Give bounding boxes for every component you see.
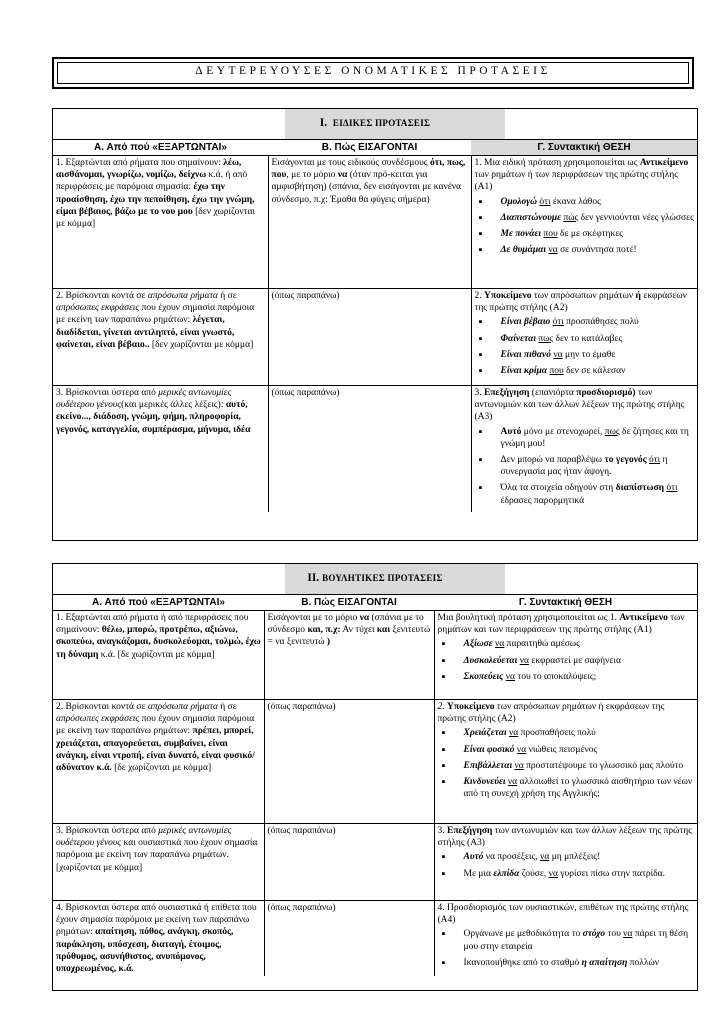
table-row: [53, 289, 697, 386]
section-title: ΙΙ. ΒΟΥΛΗΤΙΚΕΣ ΠΡΟΤΑΣΕΙΣ: [307, 572, 443, 584]
list-item: ▪ Με πονάει που δε με σκέφτηκες: [475, 228, 696, 240]
column-header: Α. Από πού «ΕΞΑΡΤΩΝΤΑΙ»: [53, 140, 268, 156]
example-list: [438, 727, 696, 800]
table-cell: 2. Βρίσκονται κοντά σε απρόσωπα ρήματα ή σε απρόσωπες εκφράσεις που έχουν σημασία παρόμοια με εκείνη των παραπάνω ρημάτων: πρέπει, μπορεί, χρειάζεται, απαγορεύεται, συμβαίνει, είναι ανάγκη, είναι ντροπή, είναι δυνατό, είναι φυσικό/ αδύνατον κ.ά. [δε χωρίζονται με κόμμα]: [53, 700, 264, 824]
list-item: ▪ Αυτό μόνο με στενοχωρεί, πως δε ζήτησες και τη γνώμη μου!: [475, 426, 696, 450]
list-item: ▪ Είναι κρίμα που δεν σε κάλεσαν: [475, 365, 696, 377]
table-cell: 2. Υποκείμενο των απρόσωπων ρημάτων ή εκφράσεων της πρώτης στήλης (Α2) ▪ Χρειάζεται να προσπαθήσεις πολύ ▪ Είναι φυσικό να νιώθεις πεισμένος ▪ Επιβάλλεται να προστατέψουμε το γλωσσικό μας πλούτο ▪ Κινδυνεύει να αλλοιωθεί το γλωσσικό αισθητήριο των νέων από τη συνεχή χρήση της Αγγλικής;: [434, 700, 697, 824]
table-cell: 1. Μια ειδική πρόταση χρησιμοποιείται ως Αντικείμενο των ρημάτων ή των περιφράσεων της πρώτης στήλης (Α1) ▪ Ομολογώ ότι έκανα λάθος ▪ Διαπιστώνουμε πώς δεν γεννιούνται νέες γλώσσες ▪ Με πονάει που δε με σκέφτηκες ▪ Δε θυμάμαι να σε συνάντησα ποτέ!: [471, 156, 697, 289]
example-list: [438, 638, 696, 683]
list-item: ▪ Είναι πιθανό να μην το έμαθε: [475, 349, 696, 361]
table-cell: 3. Βρίσκονται ύστερα από μερικές αντωνυμίες ουδέτερου γένους και ουσιαστικά που έχουν σημασία παρόμοια με εκείνη των παραπάνω ρημάτων. [χωρίζονται με κόμμα]: [53, 824, 264, 901]
table-cell: (όπως παραπάνω): [268, 386, 471, 512]
list-item: ▪ Χρειάζεται να προσπαθήσεις πολύ: [438, 727, 696, 739]
column-header: Γ. Συντακτική ΘΕΣΗ: [434, 595, 697, 611]
section-title: Ι. ΕΙΔΙΚΕΣ ΠΡΟΤΑΣΕΙΣ: [319, 117, 431, 129]
table-header-row: [53, 595, 697, 611]
list-item: ▪ Επιβάλλεται να προστατέψουμε το γλωσσικό μας πλούτο: [438, 760, 696, 772]
table-cell: 4. Βρίσκονται ύστερα από ουσιαστικά ή επίθετα που έχουν σημασία παρόμοια με εκείνη των παραπάνω ρημάτων: απαίτηση, πόθος, ανάγκη, σκοπός, παράκληση, υπόσχεση, διαταγή, έτοιμος, πρόθυμος, ασυνήθιστος, ανυπόμονος, υποχρεωμένος, κ.ά.: [53, 901, 264, 977]
column-header: Β. Πώς ΕΙΣΑΓΟΝΤΑΙ: [264, 595, 434, 611]
column-header: Α. Από πού «ΕΞΑΡΤΩΝΤΑΙ»: [53, 595, 264, 611]
list-item: ▪ Με μια ελπίδα ζούσε, να γυρίσει πίσω στην πατρίδα.: [438, 868, 696, 880]
list-item: ▪ Είναι φυσικό να νιώθεις πεισμένος: [438, 744, 696, 756]
example-list: [438, 928, 696, 969]
table-cell: Μια βουλητική πρόταση χρησιμοποιείται ως 1. Αντικείμενο των ρημάτων και των περιφράσεων της πρώτης στήλης (Α1) ▪ Αξίωσε να παραιτηθώ αμέσως ▪ Δυσκολεύεται να εκφραστεί με σαφήνεια ▪ Σκοπεύεις να του το αποκαλύψεις;: [434, 611, 697, 700]
section-volitional-clauses: [52, 563, 698, 991]
list-item: ▪ Ομολογώ ότι έκανα λάθος: [475, 196, 696, 208]
table-cell: 3. Επεξήγηση των αντωνυμιών και των άλλων λέξεων της πρώτης στήλης (Α3) ▪ Αυτό να προσέξεις, να μη μπλέξεις! ▪ Με μια ελπίδα ζούσε, να γυρίσει πίσω στην πατρίδα.: [434, 824, 697, 901]
table-cell: Εισάγονται με το μόριο να (σπάνια με το σύνδεσμο και, π.χ: Αν τύχει και ξενιτευτώ = να ξενιτευτώ ): [264, 611, 434, 700]
document-title-box: [52, 57, 694, 89]
list-item: ▪ Οργάνωνε με μεθοδικότητα το στόχο του να πάρει τη θέση μου στην εταιρεία: [438, 928, 696, 952]
list-item: ▪ Είναι βέβαιο ότι προσπάθησες πολύ: [475, 316, 696, 328]
section-header: [53, 109, 697, 140]
column-header: Β. Πώς ΕΙΣΑΓΟΝΤΑΙ: [268, 140, 471, 156]
table-cell: 1. Εξαρτώνται από ρήματα που σημαίνουν: λέω, αισθάνομαι, γνωρίζω, νομίζω, δείχνω κ.ά. ή από περιφράσεις με παρόμοια σημασία: έχω την προαίσθηση, έχω την πεποίθηση, έχω την γνώμη, είμαι βέβαιος, βάζω με το νου μου [δεν χωρίζονται με κόμμα]: [53, 156, 268, 289]
list-item: ▪ Κινδυνεύει να αλλοιωθεί το γλωσσικό αισθητήριο των νέων από τη συνεχή χρήση της Αγγλικής;: [438, 776, 696, 800]
list-item: ▪ Διαπιστώνουμε πώς δεν γεννιούνται νέες γλώσσες: [475, 212, 696, 224]
table-row: [53, 156, 697, 289]
table-cell: (όπως παραπάνω): [264, 901, 434, 977]
list-item: ▪ Δεν μπορώ να παραβλέψω το γεγονός ότι η συνεργασία μας ήταν άψογη.: [475, 454, 696, 478]
table-cell: 3. Βρίσκονται ύστερα από μερικές αντωνυμίες ουδέτερου γένους(και μερικές άλλες λέξεις): αυτό, εκείνο..., διάδοση, γνώμη, φήμη, πληροφορία, γεγονός, καταγγελία, συμπέρασμα, μήνυμα, ιδέα: [53, 386, 268, 512]
table-cell: (όπως παραπάνω): [264, 824, 434, 901]
table-header-row: [53, 140, 697, 156]
table-row: [53, 824, 697, 901]
special-clauses-table: [53, 140, 697, 512]
document-title: ΔΕΥΤΕΡΕΥΟΥΣΕΣ ΟΝΟΜΑΤΙΚΕΣ ΠΡΟΤΑΣΕΙΣ: [195, 65, 551, 77]
list-item: ▪ Όλα τα στοιχεία οδηγούν στη διαπίστωση ότι έδρασες παρορμητικά: [475, 482, 696, 506]
example-list: [475, 316, 696, 377]
table-cell: 1. Εξαρτώνται από ρήματα ή από περιφράσεις που σημαίνουν: θέλω, μπορώ, προτρέπω, αξιώνω, σκοπεύω, αναγκάζομαι, δυσκολεύομαι, τολμώ, έχω τη δύναμη κ.ά. [δε χωρίζονται με κόμμα]: [53, 611, 264, 700]
example-list: [475, 426, 696, 507]
section-special-clauses: [52, 108, 698, 541]
list-item: ▪ Αξίωσε να παραιτηθώ αμέσως: [438, 638, 696, 650]
volitional-clauses-table: [53, 595, 697, 976]
list-item: ▪ Ικανοποιήθηκε από το σταθμό η απαίτηση πολλών: [438, 957, 696, 969]
example-list: [475, 196, 696, 257]
example-list: [438, 851, 696, 879]
table-cell: Εισάγονται με τους ειδικούς συνδέσμους ότι, πως, που, με το μόριο να (όταν πρό-κειται για αμφισβήτηση) (σπάνια, δεν εισάγονται με κανένα σύνδεσμο, π.χ: Έμαθα θα φύγεις σήμερα): [268, 156, 471, 289]
list-item: ▪ Δυσκολεύεται να εκφραστεί με σαφήνεια: [438, 655, 696, 667]
table-cell: (όπως παραπάνω): [264, 700, 434, 824]
table-row: [53, 386, 697, 512]
list-item: ▪ Σκοπεύεις να του το αποκαλύψεις;: [438, 671, 696, 683]
table-row: [53, 901, 697, 977]
table-cell: 4. Προσδιορισμός των ουσιαστικών, επιθέτων της πρώτης στήλης (Α4) ▪ Οργάνωνε με μεθοδικότητα το στόχο του να πάρει τη θέση μου στην εταιρεία ▪ Ικανοποιήθηκε από το σταθμό η απαίτηση πολλών: [434, 901, 697, 977]
table-row: [53, 611, 697, 700]
list-item: ▪ Αυτό να προσέξεις, να μη μπλέξεις!: [438, 851, 696, 863]
table-cell: 3. Επεξήγηση (επανιόρτα προσδιορισμό) των αντωνυμιών και των άλλων λέξεων της πρώτης στήλης (Α3) ▪ Αυτό μόνο με στενοχωρεί, πως δε ζήτησες και τη γνώμη μου! ▪ Δεν μπορώ να παραβλέψω το γεγονός ότι η συνεργασία μας ήταν άψογη. ▪ Όλα τα στοιχεία οδηγούν στη διαπίστωση ότι έδρασες παρορμητικά: [471, 386, 697, 512]
column-header: Γ. Συντακτική ΘΕΣΗ: [471, 140, 697, 156]
table-row: [53, 700, 697, 824]
table-cell: 2. Βρίσκονται κοντά σε απρόσωπα ρήματα ή σε απρόσωπες εκφράσεις που έχουν σημασία παρόμοια με εκείνη των παραπάνω ρημάτων: λέγεται, διαδίδεται, γίνεται αντιληπτό, είναι γνωστό, φαίνεται, είναι βέβαιο.. [δεν χωρίζονται με κόμμα]: [53, 289, 268, 386]
list-item: ▪ Φαίνεται πως δεν το κατάλαβες: [475, 333, 696, 345]
section-header: [53, 564, 697, 595]
list-item: ▪ Δε θυμάμαι να σε συνάντησα ποτέ!: [475, 244, 696, 256]
table-cell: (όπως παραπάνω): [268, 289, 471, 386]
table-cell: 2. Υποκείμενο των απρόσωπων ρημάτων ή εκφράσεων της πρώτης στήλης (Α2) ▪ Είναι βέβαιο ότι προσπάθησες πολύ ▪ Φαίνεται πως δεν το κατάλαβες ▪ Είναι πιθανό να μην το έμαθε ▪ Είναι κρίμα που δεν σε κάλεσαν: [471, 289, 697, 386]
